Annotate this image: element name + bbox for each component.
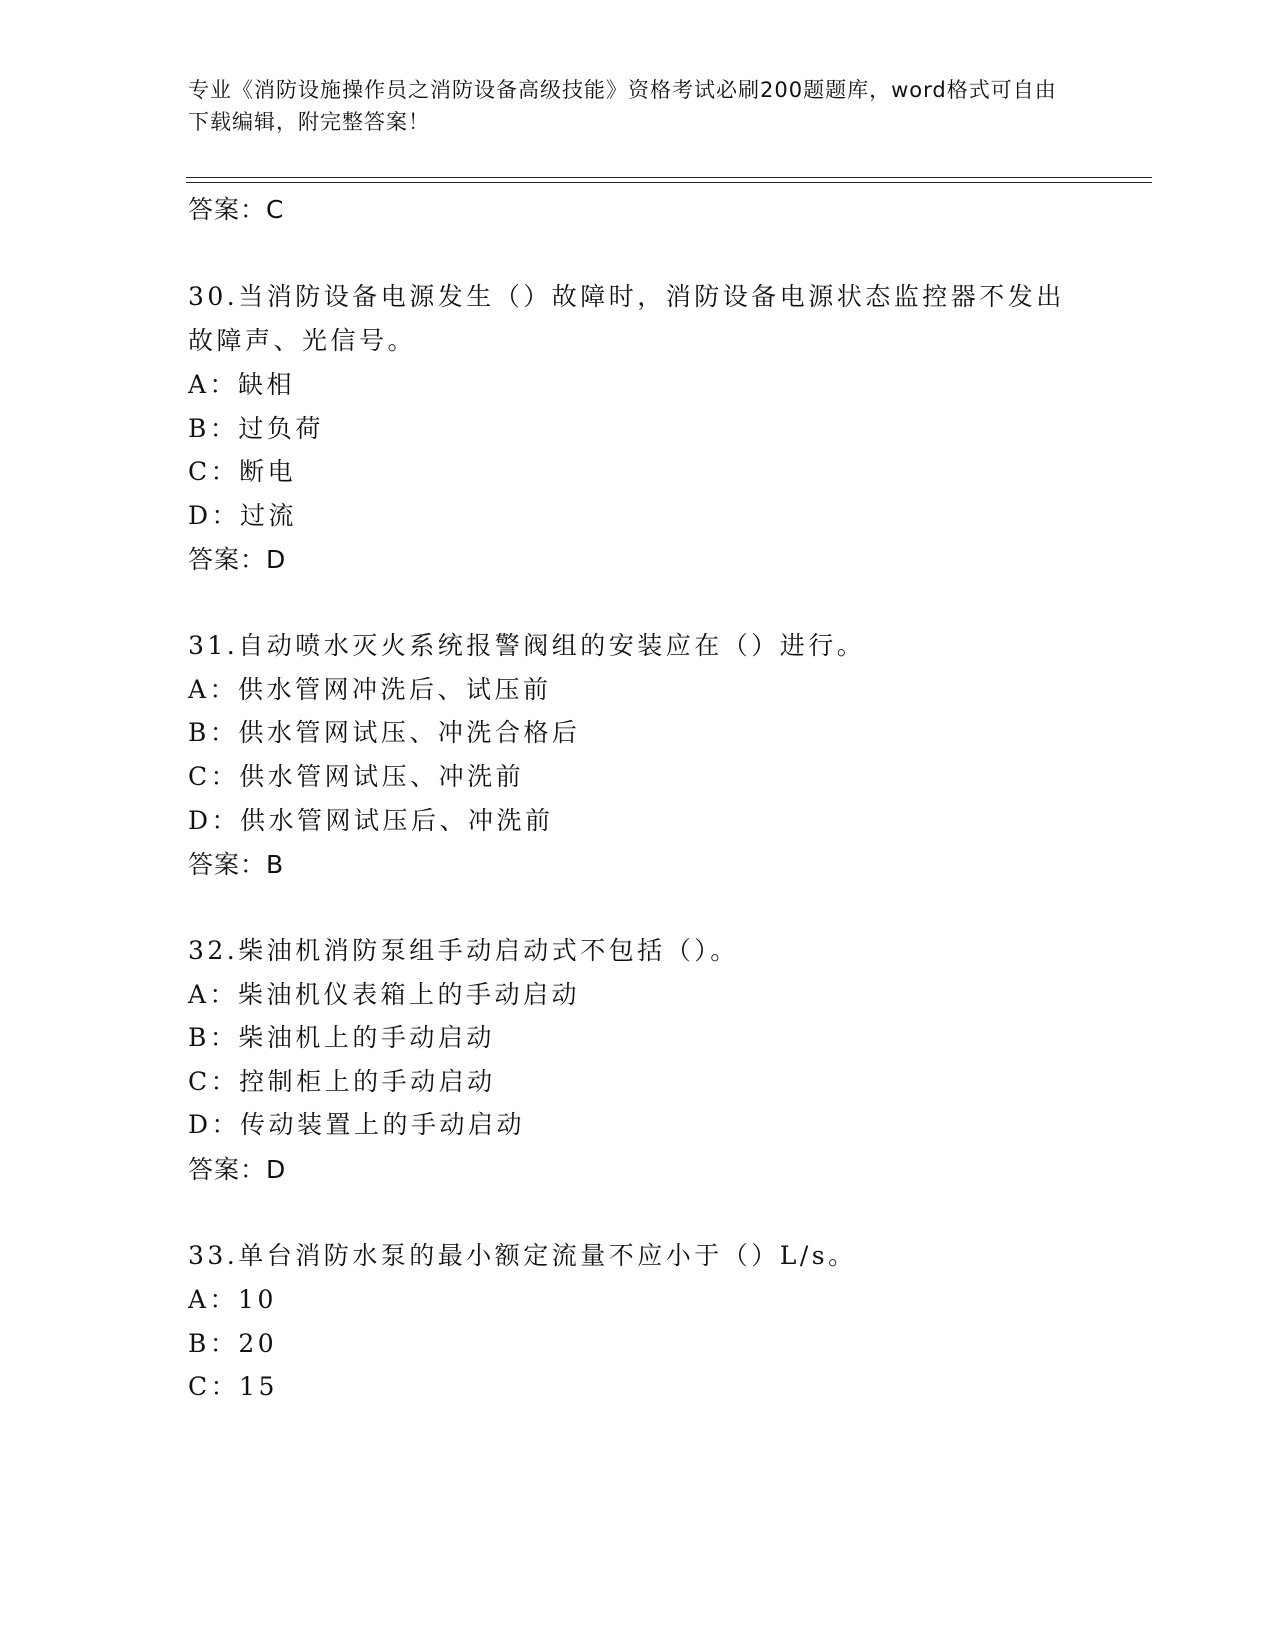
question-32-answer: 答案：D: [188, 1155, 287, 1184]
header-divider-bottom: [186, 182, 1152, 183]
document-header: 专业《消防设施操作员之消防设备高级技能》资格考试必刷200题题库，word格式可自由下载编辑，附完整答案！: [188, 78, 1057, 134]
question-30-stem-line2: 故障声、光信号。: [188, 326, 417, 355]
question-33-option-c: C：15: [188, 1372, 278, 1401]
question-30-stem-line1: 30.当消防设备电源发生（）故障时，消防设备电源状态监控器不发出: [188, 282, 1065, 311]
previous-answer: 答案：C: [188, 195, 285, 224]
question-31-answer: 答案：B: [188, 850, 285, 879]
question-30-answer: 答案：D: [188, 545, 287, 574]
question-31-option-d: D：供水管网试压后、冲洗前: [188, 806, 554, 835]
question-33-option-a: A：10: [188, 1285, 277, 1314]
question-30-option-b: B：过负荷: [188, 414, 324, 443]
question-31-option-a: A：供水管网冲洗后、试压前: [188, 675, 552, 704]
question-33-stem: 33.单台消防水泵的最小额定流量不应小于（）L/s。: [188, 1241, 857, 1270]
header-divider-top: [186, 177, 1152, 178]
question-31-option-b: B：供水管网试压、冲洗合格后: [188, 718, 581, 747]
question-31-stem: 31.自动喷水灭火系统报警阀组的安装应在（）进行。: [188, 631, 866, 660]
question-31-option-c: C：供水管网试压、冲洗前: [188, 762, 525, 791]
question-32-option-c: C：控制柜上的手动启动: [188, 1067, 496, 1096]
question-32-option-b: B：柴油机上的手动启动: [188, 1023, 495, 1052]
question-30-option-d: D：过流: [188, 501, 298, 530]
question-32-option-a: A：柴油机仪表箱上的手动启动: [188, 980, 581, 1009]
question-30-option-c: C：断电: [188, 457, 297, 486]
question-32-stem: 32.柴油机消防泵组手动启动式不包括（）。: [188, 936, 739, 965]
question-33-option-b: B：20: [188, 1329, 278, 1358]
question-32-option-d: D：传动装置上的手动启动: [188, 1110, 526, 1139]
question-30-option-a: A：缺相: [188, 370, 296, 399]
